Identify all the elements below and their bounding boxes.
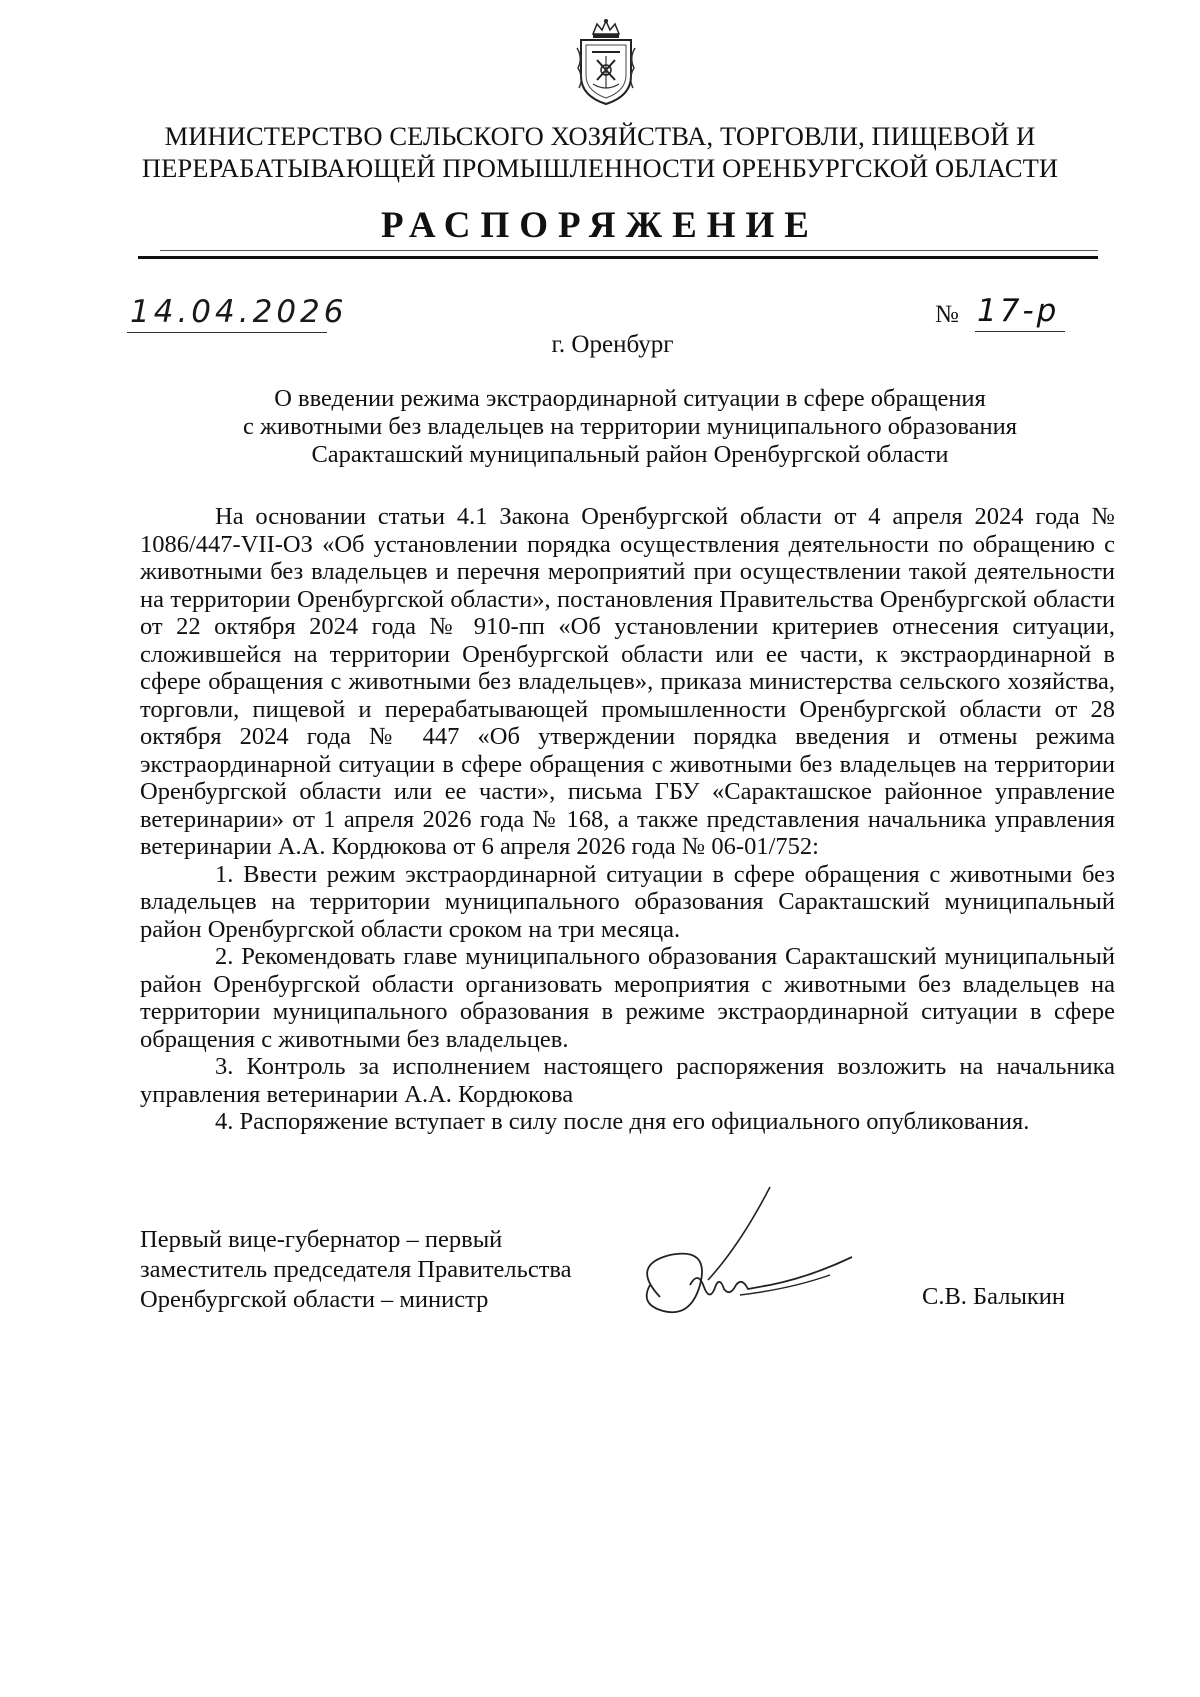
ministry-name-line1: МИНИСТЕРСТВО СЕЛЬСКОГО ХОЗЯЙСТВА, ТОРГОВЛИ, ПИЩЕВОЙ И (164, 121, 1036, 151)
order-item-2: 2. Рекомендовать главе муниципального образования Саракташский муниципальный район Оренбургской области организовать мероприятия с животными без владельцев на территории муниципального образования в режиме экстраординарной ситуации в сфере обращения с животными без владельцев. (140, 943, 1115, 1053)
order-item-4: 4. Распоряжение вступает в силу после дня его официального опубликования. (215, 1108, 1030, 1135)
ministry-name-line2: ПЕРЕРАБАТЫВАЮЩЕЙ ПРОМЫШЛЕННОСТИ ОРЕНБУРГСКОЙ ОБЛАСТИ (141, 153, 1059, 183)
handwritten-signature-icon (620, 1185, 860, 1335)
subject-line3: Саракташский муниципальный район Оренбургской области (311, 441, 949, 468)
signatory-title-line1: Первый вице-губернатор – первый (140, 1226, 503, 1253)
signatory-name: С.В. Балыкин (922, 1283, 1066, 1310)
document-subject (140, 385, 1120, 469)
document-number (935, 293, 1060, 329)
ministry-name (110, 120, 1090, 184)
order-item-3: 3. Контроль за исполнением настоящего распоряжения возложить на начальника управления ветеринарии А.А. Кордюкова (140, 1053, 1115, 1108)
signatory-title-line3: Оренбургской области – министр (140, 1286, 489, 1313)
subject-line1: О введении режима экстраординарной ситуации в сфере обращения (274, 385, 986, 412)
number-value: 17-р (977, 293, 1060, 329)
preamble-paragraph: На основании статьи 4.1 Закона Оренбургской области от 4 апреля 2024 года № 1086/447-VII-ОЗ «Об установлении порядка осуществления деятельности по обращению с животными без владельцев и перечня мероприятий при осуществлении такой деятельности на территории Оренбургской области», постановления Правительства Оренбургской области от 22 октября 2024 года № 910-пп «Об установлении критериев отнесения ситуации, сложившейся на территории Оренбургской области или ее части, к экстраординарной в сфере обращения с животными без владельцев», приказа министерства сельского хозяйства, торговли, пищевой и перерабатывающей промышленности Оренбургской области от 28 октября 2024 года № 447 «Об утверждении порядка введения и отмены режима экстраординарной ситуации в сфере обращения с животными без владельцев на территории Оренбургской области или ее части», письма ГБУ «Саракташское районное управление ветеринарии» от 1 апреля 2026 года № 168, а также представления начальника управления ветеринарии А.А. Кордюкова от 6 апреля 2026 года № 06-01/752: (140, 503, 1115, 860)
order-item-1: 1. Ввести режим экстраординарной ситуации в сфере обращения с животными без владельцев на территории муниципального образования Саракташский муниципальный район Оренбургской области сроком на три месяца. (140, 860, 1115, 943)
document-city: г. Оренбург (551, 331, 674, 358)
signatory-title (140, 1225, 572, 1315)
coat-of-arms-icon (575, 18, 637, 106)
document-date: 14.04.2026 (130, 294, 348, 330)
number-sign: № (935, 301, 959, 328)
document-body (140, 503, 1115, 1136)
header-rule-thick (138, 256, 1098, 259)
signatory-title-line2: заместитель председателя Правительства (140, 1256, 572, 1283)
header-rule-thin (160, 250, 1098, 251)
subject-line2: с животными без владельцев на территории муниципального образования (242, 413, 1017, 440)
document-type-heading: РАСПОРЯЖЕНИЕ (380, 205, 819, 246)
